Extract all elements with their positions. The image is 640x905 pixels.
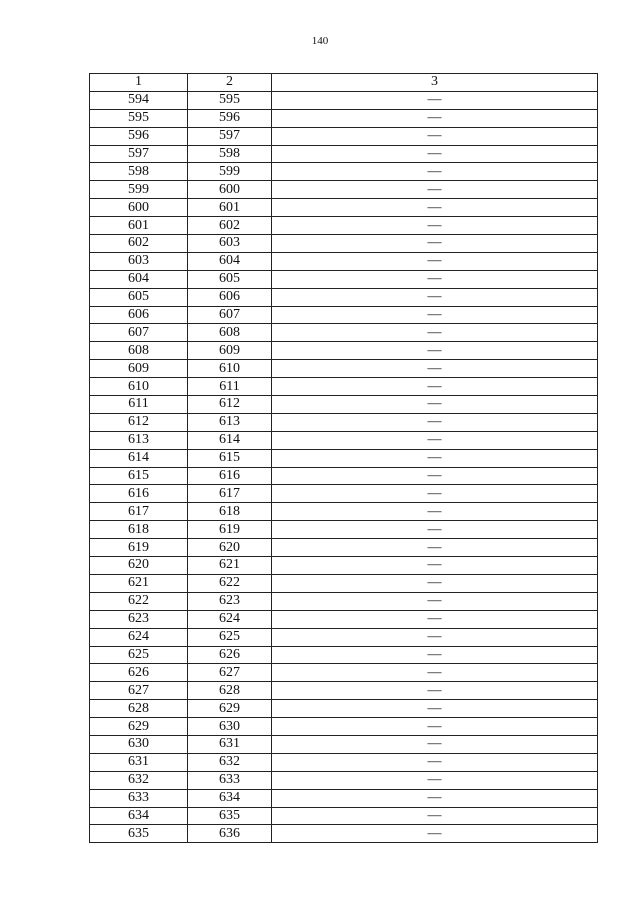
table-cell-col-3: — [272, 324, 598, 342]
table-cell-col-3: — [272, 199, 598, 217]
table-cell-col-3: — [272, 574, 598, 592]
table-cell-col-3: — [272, 396, 598, 414]
table-cell-col-1: 634 [90, 807, 188, 825]
table-cell-col-1: 606 [90, 306, 188, 324]
table-cell-col-1: 632 [90, 771, 188, 789]
table-row [90, 413, 598, 431]
table-cell-col-3: — [272, 217, 598, 235]
table-cell-col-2: 611 [188, 378, 272, 396]
table-cell-col-2: 636 [188, 825, 272, 843]
table-cell-col-2: 630 [188, 718, 272, 736]
table-cell-col-3: — [272, 467, 598, 485]
table-cell-col-1: 622 [90, 592, 188, 610]
table-cell-col-2: 615 [188, 449, 272, 467]
table-cell-col-1: 599 [90, 181, 188, 199]
table-cell-col-2: 631 [188, 735, 272, 753]
table-header-row [90, 74, 598, 92]
column-header-3: 3 [272, 74, 598, 92]
table-cell-col-1: 610 [90, 378, 188, 396]
table-cell-col-3: — [272, 378, 598, 396]
table-cell-col-3: — [272, 646, 598, 664]
table-row [90, 378, 598, 396]
table-cell-col-3: — [272, 592, 598, 610]
table-cell-col-1: 615 [90, 467, 188, 485]
table-cell-col-1: 614 [90, 449, 188, 467]
table-cell-col-3: — [272, 109, 598, 127]
table-cell-col-3: — [272, 628, 598, 646]
column-header-1: 1 [90, 74, 188, 92]
table-cell-col-3: — [272, 252, 598, 270]
table-row [90, 270, 598, 288]
table-cell-col-1: 621 [90, 574, 188, 592]
table-cell-col-2: 617 [188, 485, 272, 503]
table-row [90, 127, 598, 145]
table-row [90, 718, 598, 736]
table-row [90, 199, 598, 217]
table-cell-col-1: 608 [90, 342, 188, 360]
table-cell-col-2: 599 [188, 163, 272, 181]
table-cell-col-1: 613 [90, 431, 188, 449]
table-row [90, 342, 598, 360]
table-cell-col-1: 624 [90, 628, 188, 646]
table-cell-col-2: 616 [188, 467, 272, 485]
table-cell-col-2: 605 [188, 270, 272, 288]
table-cell-col-1: 629 [90, 718, 188, 736]
table-row [90, 449, 598, 467]
table-row [90, 753, 598, 771]
table-cell-col-2: 635 [188, 807, 272, 825]
table-cell-col-1: 619 [90, 539, 188, 557]
table-cell-col-1: 627 [90, 682, 188, 700]
table-cell-col-1: 630 [90, 735, 188, 753]
data-table [89, 73, 598, 843]
table-cell-col-2: 623 [188, 592, 272, 610]
table-cell-col-3: — [272, 521, 598, 539]
table-row [90, 574, 598, 592]
table-cell-col-1: 600 [90, 199, 188, 217]
table-row [90, 163, 598, 181]
table-cell-col-3: — [272, 127, 598, 145]
table-cell-col-2: 604 [188, 252, 272, 270]
table-cell-col-2: 601 [188, 199, 272, 217]
table-cell-col-2: 619 [188, 521, 272, 539]
table-cell-col-3: — [272, 485, 598, 503]
table-cell-col-2: 614 [188, 431, 272, 449]
table-row [90, 539, 598, 557]
table-cell-col-1: 603 [90, 252, 188, 270]
table-cell-col-3: — [272, 753, 598, 771]
table-cell-col-3: — [272, 735, 598, 753]
table-cell-col-1: 597 [90, 145, 188, 163]
table-row [90, 789, 598, 807]
table-cell-col-2: 618 [188, 503, 272, 521]
table-row [90, 664, 598, 682]
table-cell-col-2: 634 [188, 789, 272, 807]
table-cell-col-3: — [272, 825, 598, 843]
table-row [90, 181, 598, 199]
table-cell-col-1: 607 [90, 324, 188, 342]
table-cell-col-3: — [272, 270, 598, 288]
table-cell-col-1: 612 [90, 413, 188, 431]
table-row [90, 628, 598, 646]
table-cell-col-2: 603 [188, 235, 272, 253]
table-cell-col-3: — [272, 413, 598, 431]
table-cell-col-2: 609 [188, 342, 272, 360]
table-cell-col-2: 622 [188, 574, 272, 592]
table-cell-col-2: 625 [188, 628, 272, 646]
table-row [90, 217, 598, 235]
table-cell-col-2: 602 [188, 217, 272, 235]
table-cell-col-1: 628 [90, 700, 188, 718]
table-cell-col-2: 628 [188, 682, 272, 700]
table-cell-col-1: 596 [90, 127, 188, 145]
table-cell-col-2: 633 [188, 771, 272, 789]
table-cell-col-3: — [272, 91, 598, 109]
table-row [90, 109, 598, 127]
table-cell-col-3: — [272, 557, 598, 575]
table-cell-col-1: 623 [90, 610, 188, 628]
table-row [90, 485, 598, 503]
table-cell-col-3: — [272, 664, 598, 682]
table-row [90, 396, 598, 414]
table-cell-col-2: 621 [188, 557, 272, 575]
table-cell-col-1: 598 [90, 163, 188, 181]
table-cell-col-3: — [272, 700, 598, 718]
table-row [90, 735, 598, 753]
table-cell-col-3: — [272, 235, 598, 253]
table-cell-col-3: — [272, 807, 598, 825]
table-row [90, 288, 598, 306]
table-cell-col-2: 596 [188, 109, 272, 127]
table-row [90, 557, 598, 575]
table-body [90, 91, 598, 842]
table-cell-col-1: 605 [90, 288, 188, 306]
table-row [90, 431, 598, 449]
page-number: 140 [311, 35, 329, 47]
table-row [90, 91, 598, 109]
table-cell-col-1: 617 [90, 503, 188, 521]
table-cell-col-3: — [272, 145, 598, 163]
table-row [90, 700, 598, 718]
table-cell-col-2: 624 [188, 610, 272, 628]
table-row [90, 306, 598, 324]
table-cell-col-1: 611 [90, 396, 188, 414]
table-row [90, 825, 598, 843]
table-cell-col-3: — [272, 306, 598, 324]
table-cell-col-1: 618 [90, 521, 188, 539]
table-cell-col-2: 608 [188, 324, 272, 342]
table-cell-col-3: — [272, 771, 598, 789]
table-row [90, 360, 598, 378]
table-cell-col-3: — [272, 718, 598, 736]
table-cell-col-2: 597 [188, 127, 272, 145]
table-row [90, 592, 598, 610]
table-cell-col-3: — [272, 181, 598, 199]
table-row [90, 807, 598, 825]
table-cell-col-1: 625 [90, 646, 188, 664]
table-cell-col-2: 626 [188, 646, 272, 664]
table-cell-col-2: 606 [188, 288, 272, 306]
table-cell-col-1: 626 [90, 664, 188, 682]
table-cell-col-1: 616 [90, 485, 188, 503]
table-row [90, 252, 598, 270]
table-cell-col-3: — [272, 431, 598, 449]
table-cell-col-1: 595 [90, 109, 188, 127]
table-row [90, 521, 598, 539]
table-cell-col-1: 604 [90, 270, 188, 288]
table-row [90, 467, 598, 485]
table-cell-col-2: 600 [188, 181, 272, 199]
table-cell-col-2: 629 [188, 700, 272, 718]
table-row [90, 771, 598, 789]
table-cell-col-2: 613 [188, 413, 272, 431]
table-row [90, 682, 598, 700]
table-cell-col-3: — [272, 360, 598, 378]
table-cell-col-1: 601 [90, 217, 188, 235]
table-cell-col-1: 594 [90, 91, 188, 109]
table-cell-col-1: 631 [90, 753, 188, 771]
table-cell-col-3: — [272, 610, 598, 628]
column-header-2: 2 [188, 74, 272, 92]
table-cell-col-3: — [272, 789, 598, 807]
table-cell-col-2: 607 [188, 306, 272, 324]
table-cell-col-2: 610 [188, 360, 272, 378]
table-cell-col-3: — [272, 342, 598, 360]
table-row [90, 324, 598, 342]
table-cell-col-1: 635 [90, 825, 188, 843]
table-cell-col-3: — [272, 682, 598, 700]
table-cell-col-2: 595 [188, 91, 272, 109]
table-cell-col-1: 602 [90, 235, 188, 253]
table-cell-col-2: 620 [188, 539, 272, 557]
table-cell-col-3: — [272, 503, 598, 521]
table-cell-col-2: 598 [188, 145, 272, 163]
table-cell-col-3: — [272, 288, 598, 306]
table-row [90, 646, 598, 664]
table-cell-col-1: 633 [90, 789, 188, 807]
table-cell-col-3: — [272, 163, 598, 181]
table-row [90, 610, 598, 628]
table-row [90, 503, 598, 521]
table-cell-col-1: 620 [90, 557, 188, 575]
table-cell-col-1: 609 [90, 360, 188, 378]
table-cell-col-2: 627 [188, 664, 272, 682]
table-row [90, 145, 598, 163]
table-row [90, 235, 598, 253]
table-cell-col-2: 632 [188, 753, 272, 771]
table-cell-col-3: — [272, 449, 598, 467]
table-cell-col-3: — [272, 539, 598, 557]
table-cell-col-2: 612 [188, 396, 272, 414]
